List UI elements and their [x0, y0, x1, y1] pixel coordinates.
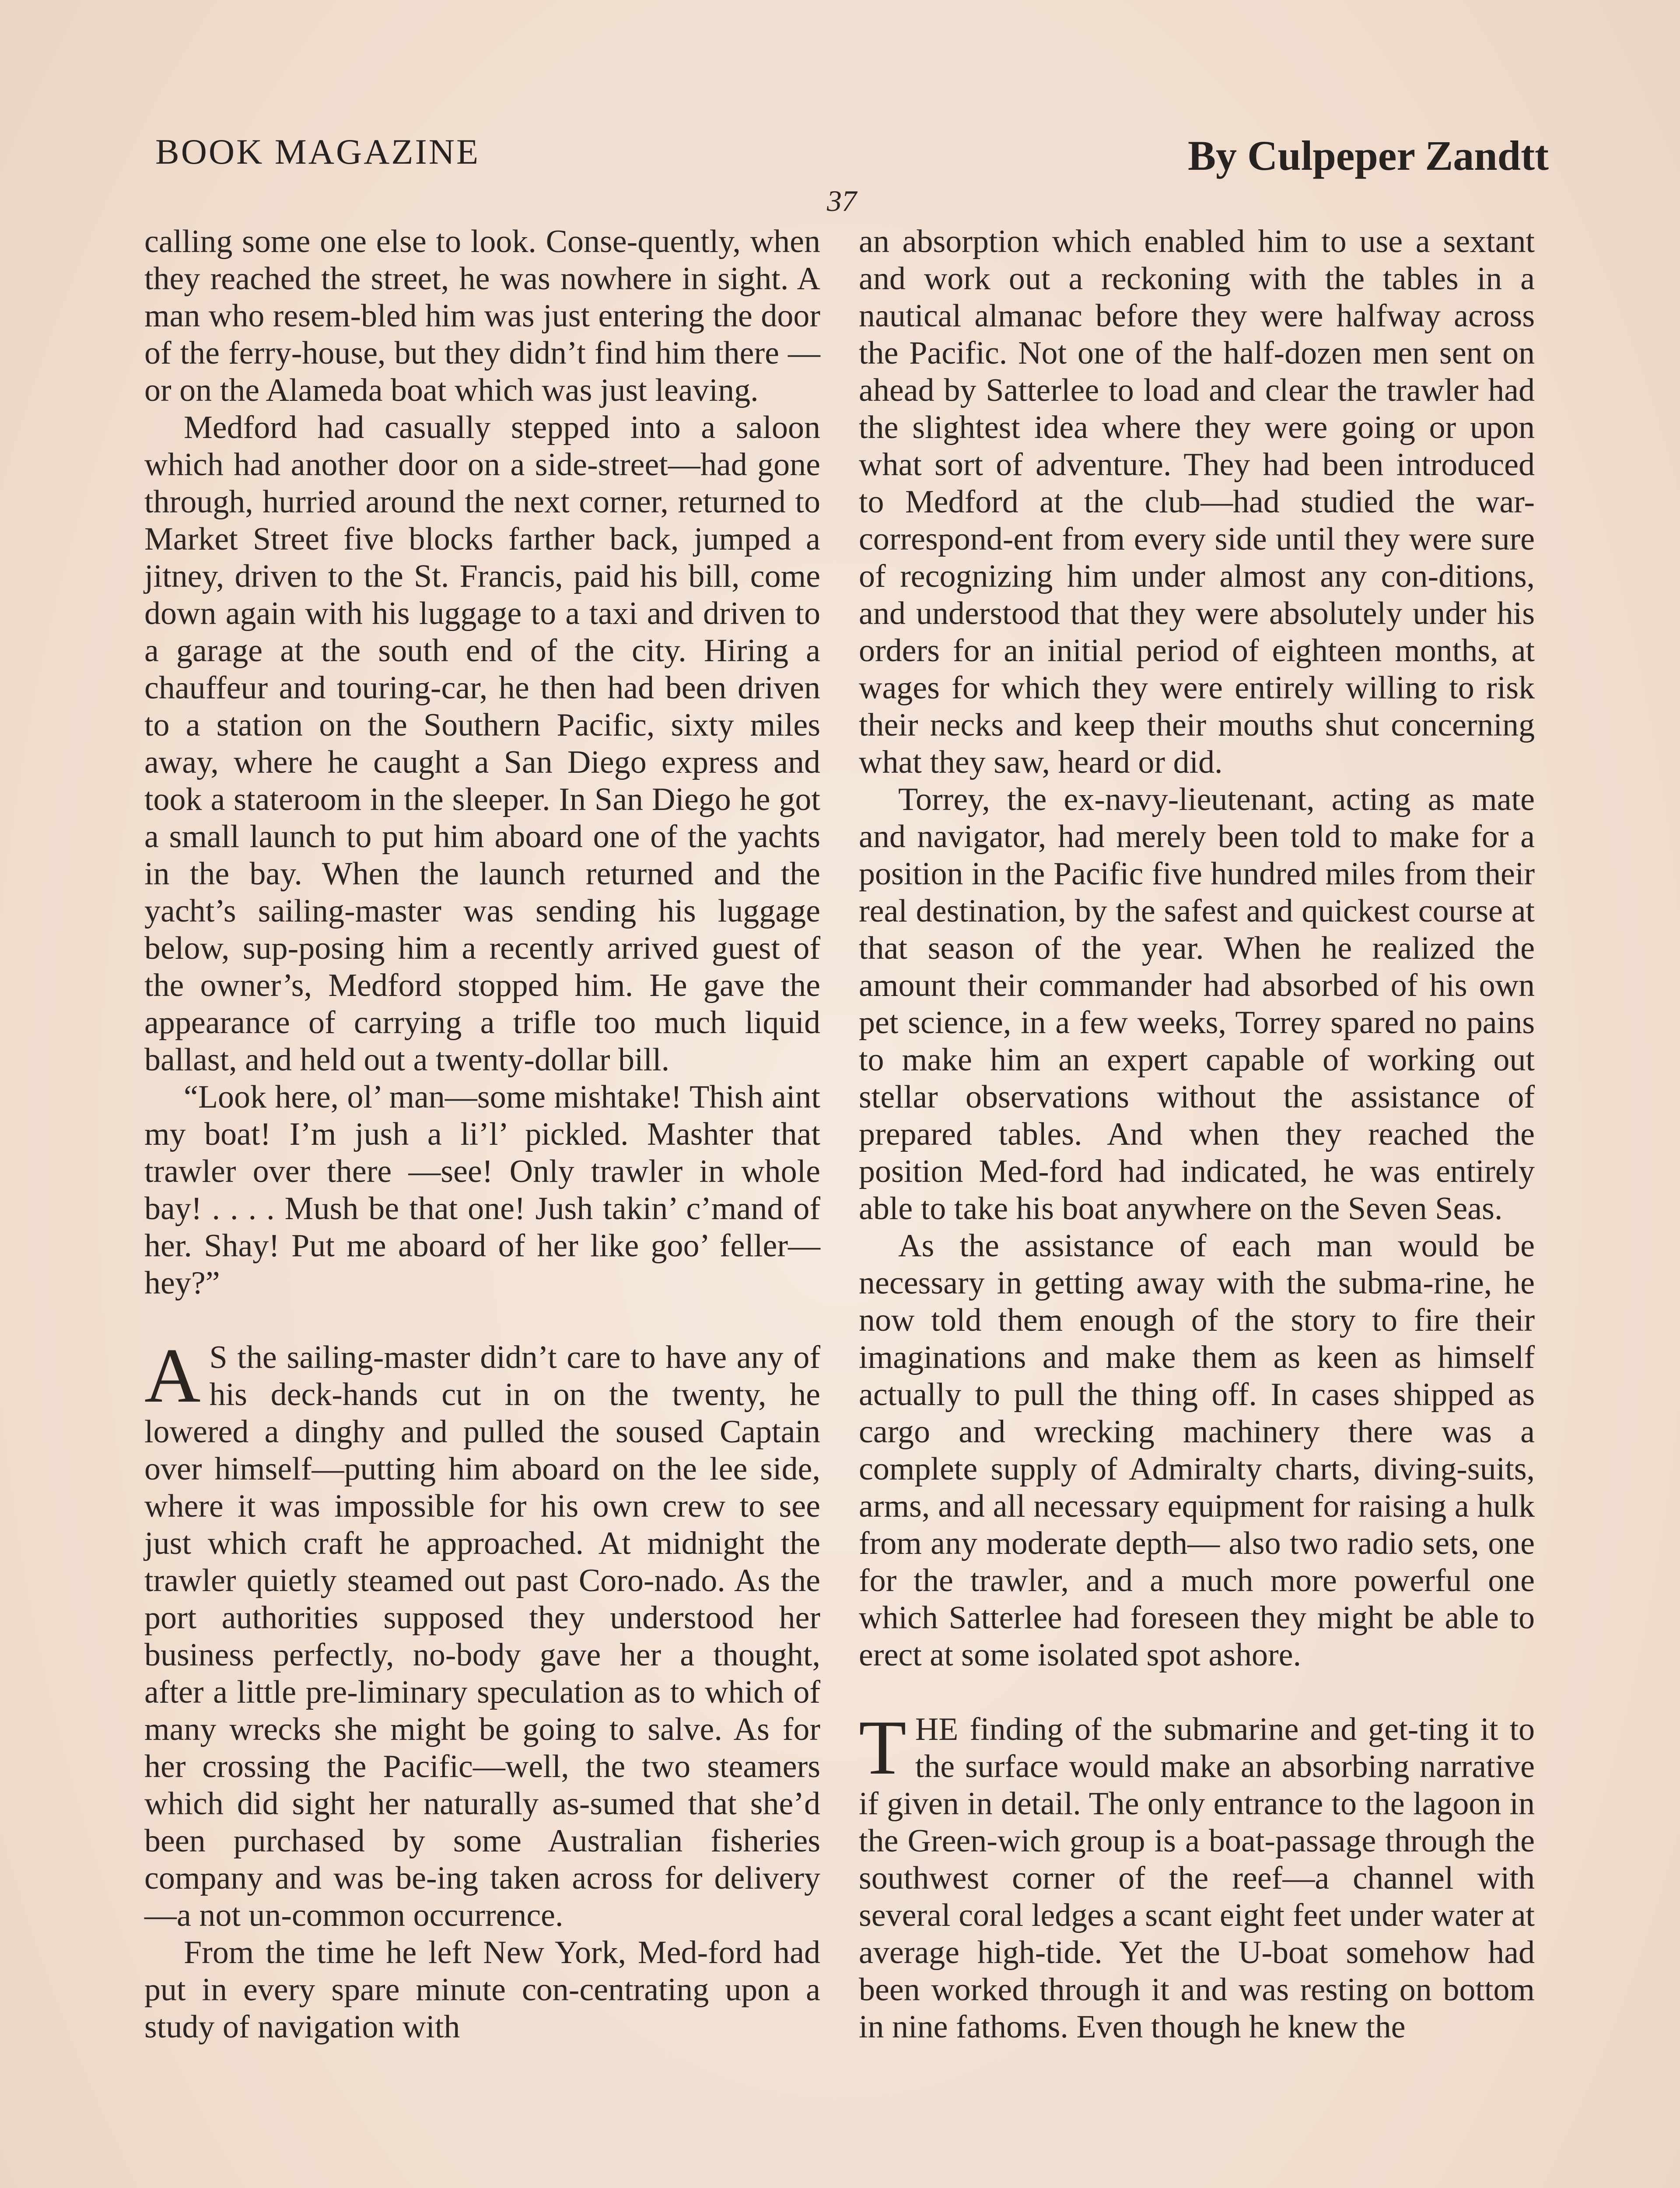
- page-number: 37: [827, 184, 857, 217]
- paragraph-text: HE finding of the submarine and get-ting it to the surface would make an absorbing narrative if given in detail. The only entrance to the lagoon in the Green-wich group is a boat-passage through the southwest corner of the reef—a channel with several coral ledges a scant eight feet under water at average high-tide. Yet the U-boat somehow had been worked through it and was resting on bottom in nine fathoms. Even though he knew the: [859, 1711, 1535, 2045]
- paragraph: [859, 223, 1535, 781]
- drop-cap: A: [144, 1332, 201, 1419]
- paragraph-text: Torrey, the ex-navy-lieutenant, acting as mate and navigator, had merely been told to make for a position in the Pacific five hundred miles from their real destination, by the safest and quickest course at that season of the year. When he realized the amount their commander had absorbed of his own pet science, in a few weeks, Torrey spared no pains to make him an expert capable of working out stellar observations without the assistance of prepared tables. And when they reached the position Med-ford had indicated, he was entirely able to take his boat anywhere on the Seven Seas.: [859, 782, 1535, 1227]
- paragraph: [859, 781, 1535, 1227]
- paragraph: [859, 1227, 1535, 1674]
- paragraph-text: As the assistance of each man would be necessary in getting away with the subma-rine, he now told them enough of the story to fire their imaginations and make them as keen as himself actually to pull the thing off. In cases shipped as cargo and wrecking machinery there was a complete supply of Admiralty charts, diving-suits, arms, and all necessary equipment for raising a hulk from any moderate depth— also two radio sets, one for the trawler, and a much more powerful one which Satterlee had foreseen they might be able to erect at some isolated spot ashore.: [859, 1228, 1535, 1673]
- paragraph-with-dropcap: [144, 1332, 820, 1934]
- right-column: [859, 223, 1535, 2046]
- paragraph-text: “Look here, ol’ man—some mishtake! Thish aint my boat! I’m jush a li’l’ pickled. Mashter that trawler over there —see! Only trawler in whole bay! . . . . Mush be that one! Jush takin’ c’mand of her. Shay! Put me aboard of her like goo’ feller—hey?”: [144, 1079, 820, 1301]
- drop-cap: T: [859, 1704, 906, 1791]
- paragraph: [144, 409, 820, 1079]
- paragraph-text: an absorption which enabled him to use a sextant and work out a reckoning with the tables in a nautical almanac before they were halfway across the Pacific. Not one of the half-dozen men sent on ahead by Satterlee to load and clear the trawler had the slightest idea where they were going or upon what sort of adventure. They had been introduced to Medford at the club—had studied the war-correspond-ent from every side until they were sure of recognizing him under almost any con-ditions, and understood that they were absolutely under his orders for an initial period of eighteen months, at wages for which they were entirely willing to risk their necks and keep their mouths shut concerning what they saw, heard or did.: [859, 224, 1535, 780]
- left-column: [144, 223, 820, 2046]
- running-head-magazine-title: BOOK MAGAZINE: [155, 132, 480, 172]
- paragraph: [144, 1079, 820, 1302]
- paragraph-text: calling some one else to look. Conse-quently, when they reached the street, he was nowhere in sight. A man who resem-bled him was just entering the door of the ferry-house, but they didn’t find him there —or on the Alameda boat which was just leaving.: [144, 224, 820, 408]
- paragraph-text: Medford had casually stepped into a saloon which had another door on a side-street—had gone through, hurried around the next corner, returned to Market Street five blocks farther back, jumped a jitney, driven to the St. Francis, paid his bill, come down again with his luggage to a taxi and driven to a garage at the south end of the city. Hiring a chauffeur and touring-car, he then had been driven to a station on the Southern Pacific, sixty miles away, where he caught a San Diego express and took a stateroom in the sleeper. In San Diego he got a small launch to put him aboard one of the yachts in the bay. When the launch returned and the yacht’s sailing-master was sending his luggage below, sup-posing him a recently arrived guest of the owner’s, Medford stopped him. He gave the appearance of carrying a trifle too much liquid ballast, and held out a twenty-dollar bill.: [144, 410, 820, 1078]
- paragraph-with-dropcap: [859, 1704, 1535, 2046]
- running-head-author: By Culpeper Zandtt: [1187, 132, 1549, 179]
- paragraph-text: From the time he left New York, Med-ford had put in every spare minute con-centrating upon a study of navigation with: [144, 1935, 820, 2045]
- paragraph-text: S the sailing-master didn’t care to have any of his deck-hands cut in on the twenty, he lowered a dinghy and pulled the soused Captain over himself—putting him aboard on the lee side, where it was impossible for his own crew to see just which craft he approached. At midnight the trawler quietly steamed out past Coro-nado. As the port authorities supposed they understood her business perfectly, no-body gave her a thought, after a little pre-liminary speculation as to which of many wrecks she might be going to salve. As for her crossing the Pacific—well, the two steamers which did sight her naturally as-sumed that she’d been purchased by some Australian fisheries company and was be-ing taken across for delivery—a not un-common occurrence.: [144, 1339, 820, 1933]
- paragraph: [144, 1934, 820, 2046]
- paragraph: [144, 223, 820, 409]
